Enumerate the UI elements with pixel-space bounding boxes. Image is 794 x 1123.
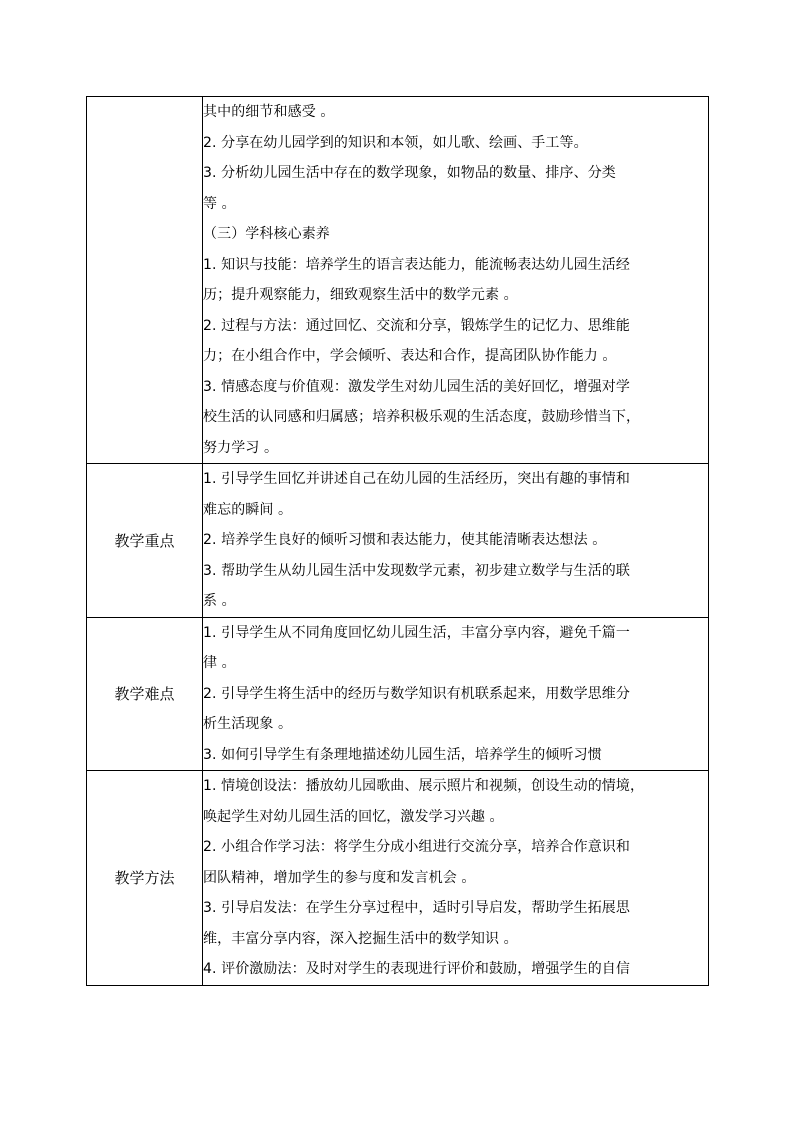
- text-line: 力；在小组合作中，学会倾听、表达和合作，提高团队协作能力 。: [203, 348, 617, 364]
- lesson-plan-table: [86, 96, 709, 986]
- table-row: [87, 617, 709, 771]
- row-content: [203, 464, 709, 618]
- text-line: 1. 情境创设法：播放幼儿园歌曲、展示照片和视频，创设生动的情境，: [203, 778, 645, 794]
- table-row: [87, 464, 709, 618]
- text-line: 律 。: [203, 655, 236, 671]
- text-line: 3. 情感态度与价值观：激发学生对幼儿园生活的美好回忆，增强对学: [203, 378, 631, 395]
- text-line: 2. 分享在幼儿园学到的知识和本领，如儿歌、绘画、手工等。: [203, 134, 588, 151]
- text-line: 2. 小组合作学习法：将学生分成小组进行交流分享，培养合作意识和: [203, 839, 631, 855]
- text-line: 2. 过程与方法：通过回忆、交流和分享，锻炼学生的记忆力、思维能: [203, 317, 631, 334]
- table-row: [87, 97, 709, 464]
- text-line: 校生活的认同感和归属感；培养积极乐观的生活态度，鼓励珍惜当下，: [203, 409, 641, 425]
- text-line: 析生活现象 。: [203, 716, 293, 732]
- text-line: 唤起学生对幼儿园生活的回忆，激发学习兴趣 。: [203, 808, 504, 825]
- text-line: 3. 帮助学生从幼儿园生活中发现数学元素，初步建立数学与生活的联: [203, 562, 631, 579]
- row-label-teaching-methods: 教学方法: [87, 771, 203, 986]
- text-line: 3. 引导启发法：在学生分享过程中，适时引导启发，帮助学生拓展思: [203, 900, 631, 916]
- text-line: 1. 知识与技能：培养学生的语言表达能力，能流畅表达幼儿园生活经: [203, 256, 631, 273]
- text-line: 其中的细节和感受 。: [203, 104, 335, 120]
- table-row: [87, 771, 709, 986]
- text-line: 1. 引导学生回忆并讲述自己在幼儿园的生活经历，突出有趣的事情和: [203, 471, 631, 487]
- text-line: 团队精神，增加学生的参与度和发言机会 。: [203, 869, 476, 886]
- text-line: 维，丰富分享内容，深入挖掘生活中的数学知识 。: [203, 930, 518, 947]
- text-line: 1. 引导学生从不同角度回忆幼儿园生活，丰富分享内容，避免千篇一: [203, 624, 631, 641]
- text-line: 2. 引导学生将生活中的经历与数学知识有机联系起来，用数学思维分: [203, 685, 631, 702]
- text-line: 4. 评价激励法：及时对学生的表现进行评价和鼓励，增强学生的自信: [203, 961, 631, 977]
- text-line: 2. 培养学生良好的倾听习惯和表达能力，使其能清晰表达想法 。: [203, 532, 607, 548]
- row-content: [203, 617, 709, 771]
- text-line: 系 。: [203, 593, 236, 609]
- row-label-teaching-difficulty: 教学难点: [87, 617, 203, 771]
- row-label-teaching-focus: 教学重点: [87, 464, 203, 618]
- text-line: 3. 分析幼儿园生活中存在的数学现象，如物品的数量、排序、分类: [203, 165, 616, 181]
- text-line: 等 。: [203, 195, 236, 212]
- row-content: [203, 97, 709, 464]
- row-label: [87, 97, 203, 464]
- row-content: [203, 771, 709, 986]
- text-line: 3. 如何引导学生有条理地描述幼儿园生活，培养学生的倾听习惯: [203, 746, 602, 763]
- text-line: （三）学科核心素养: [203, 226, 330, 242]
- text-line: 历；提升观察能力，细致观察生活中的数学元素 。: [203, 287, 518, 303]
- text-line: 努力学习 。: [203, 439, 279, 456]
- text-line: 难忘的瞬间 。: [203, 501, 293, 518]
